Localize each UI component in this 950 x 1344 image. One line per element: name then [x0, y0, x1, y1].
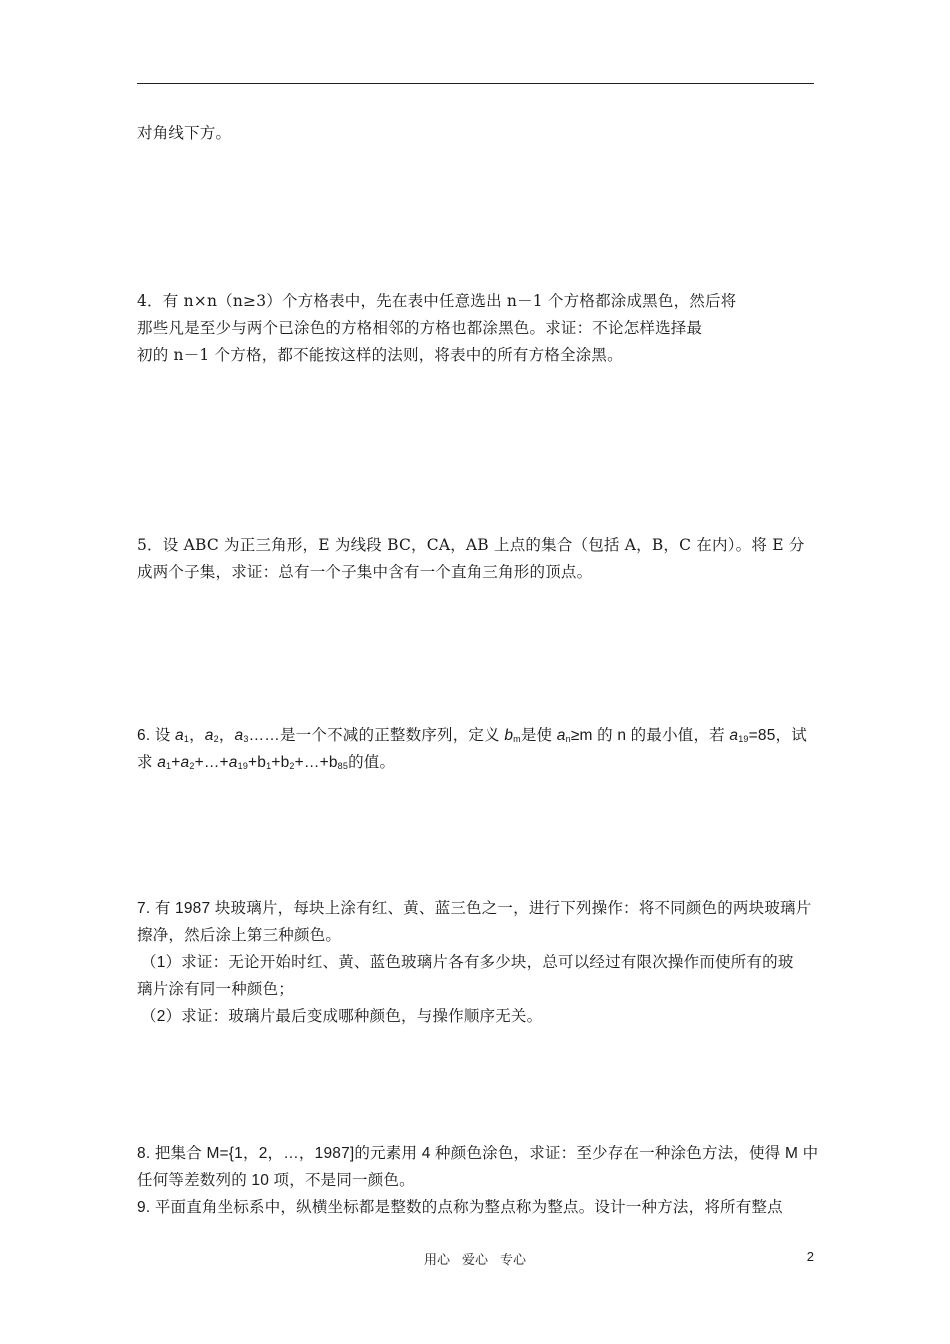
- paragraph-continuation: 对角线下方。: [137, 124, 232, 142]
- problem-5: 5．设 ABC 为正三角形，E 为线段 BC，CA，AB 上点的集合（包括 A，B，C 在内）。将 E 分 成两个子集，求证：总有一个子集中含有一个直角三角形的顶点。: [137, 536, 805, 581]
- header-rule: [137, 83, 814, 84]
- problem-8: 8. 把集合 M={1，2，…，1987]的元素用 4 种颜色涂色，求证：至少存在一种涂色方法，使得 M 中 任何等差数列的 10 项，不是同一颜色。: [137, 1145, 819, 1189]
- problem-4: 4．有 n×n（n≥3）个方格表中，先在表中任意选出 n－1 个方格都涂成黑色，然后将 那些凡是至少与两个已涂色的方格相邻的方格也都涂黑色。求证：不论怎样选择最 初的 n－1 个方格，都不能按这样的法则，将表中的所有方格全涂黑。: [137, 292, 737, 364]
- problem-9: 9. 平面直角坐标系中，纵横坐标都是整数的点称为整点称为整点。设计一种方法，将所有整点: [137, 1199, 783, 1216]
- page-number: 2: [806, 1249, 814, 1264]
- problem-6-line-1: 6. 设 $a_1$，$a_2$，$a_3\dots\dots$是一个不减的正整数序列，定义 $b_m$是使 $a_n\ge m$ 的 n 的最小值，若 $a_{19}=85$，试: [137, 727, 807, 744]
- problem-6-line-2: 求 $a_1+a_2+\dots+a_{19}+b_1+b_2+\dots+b_{85}$的值。: [137, 754, 396, 771]
- problem-7: 7. 有 1987 块玻璃片，每块上涂有红、黄、蓝三色之一，进行下列操作：将不同颜色的两块玻璃片 擦净，然后涂上第三种颜色。 （1）求证：无论开始时红、黄、蓝色玻璃片各有多少块，总可以经过有限次操作而使所有的玻 璃片涂有同一种颜色； （2）求证：玻璃片最后变成哪种颜色，与操作顺序无关。: [137, 900, 812, 1025]
- problem-6: [137, 722, 817, 776]
- footer-motto: 用心 爱心 专心: [423, 1253, 527, 1268]
